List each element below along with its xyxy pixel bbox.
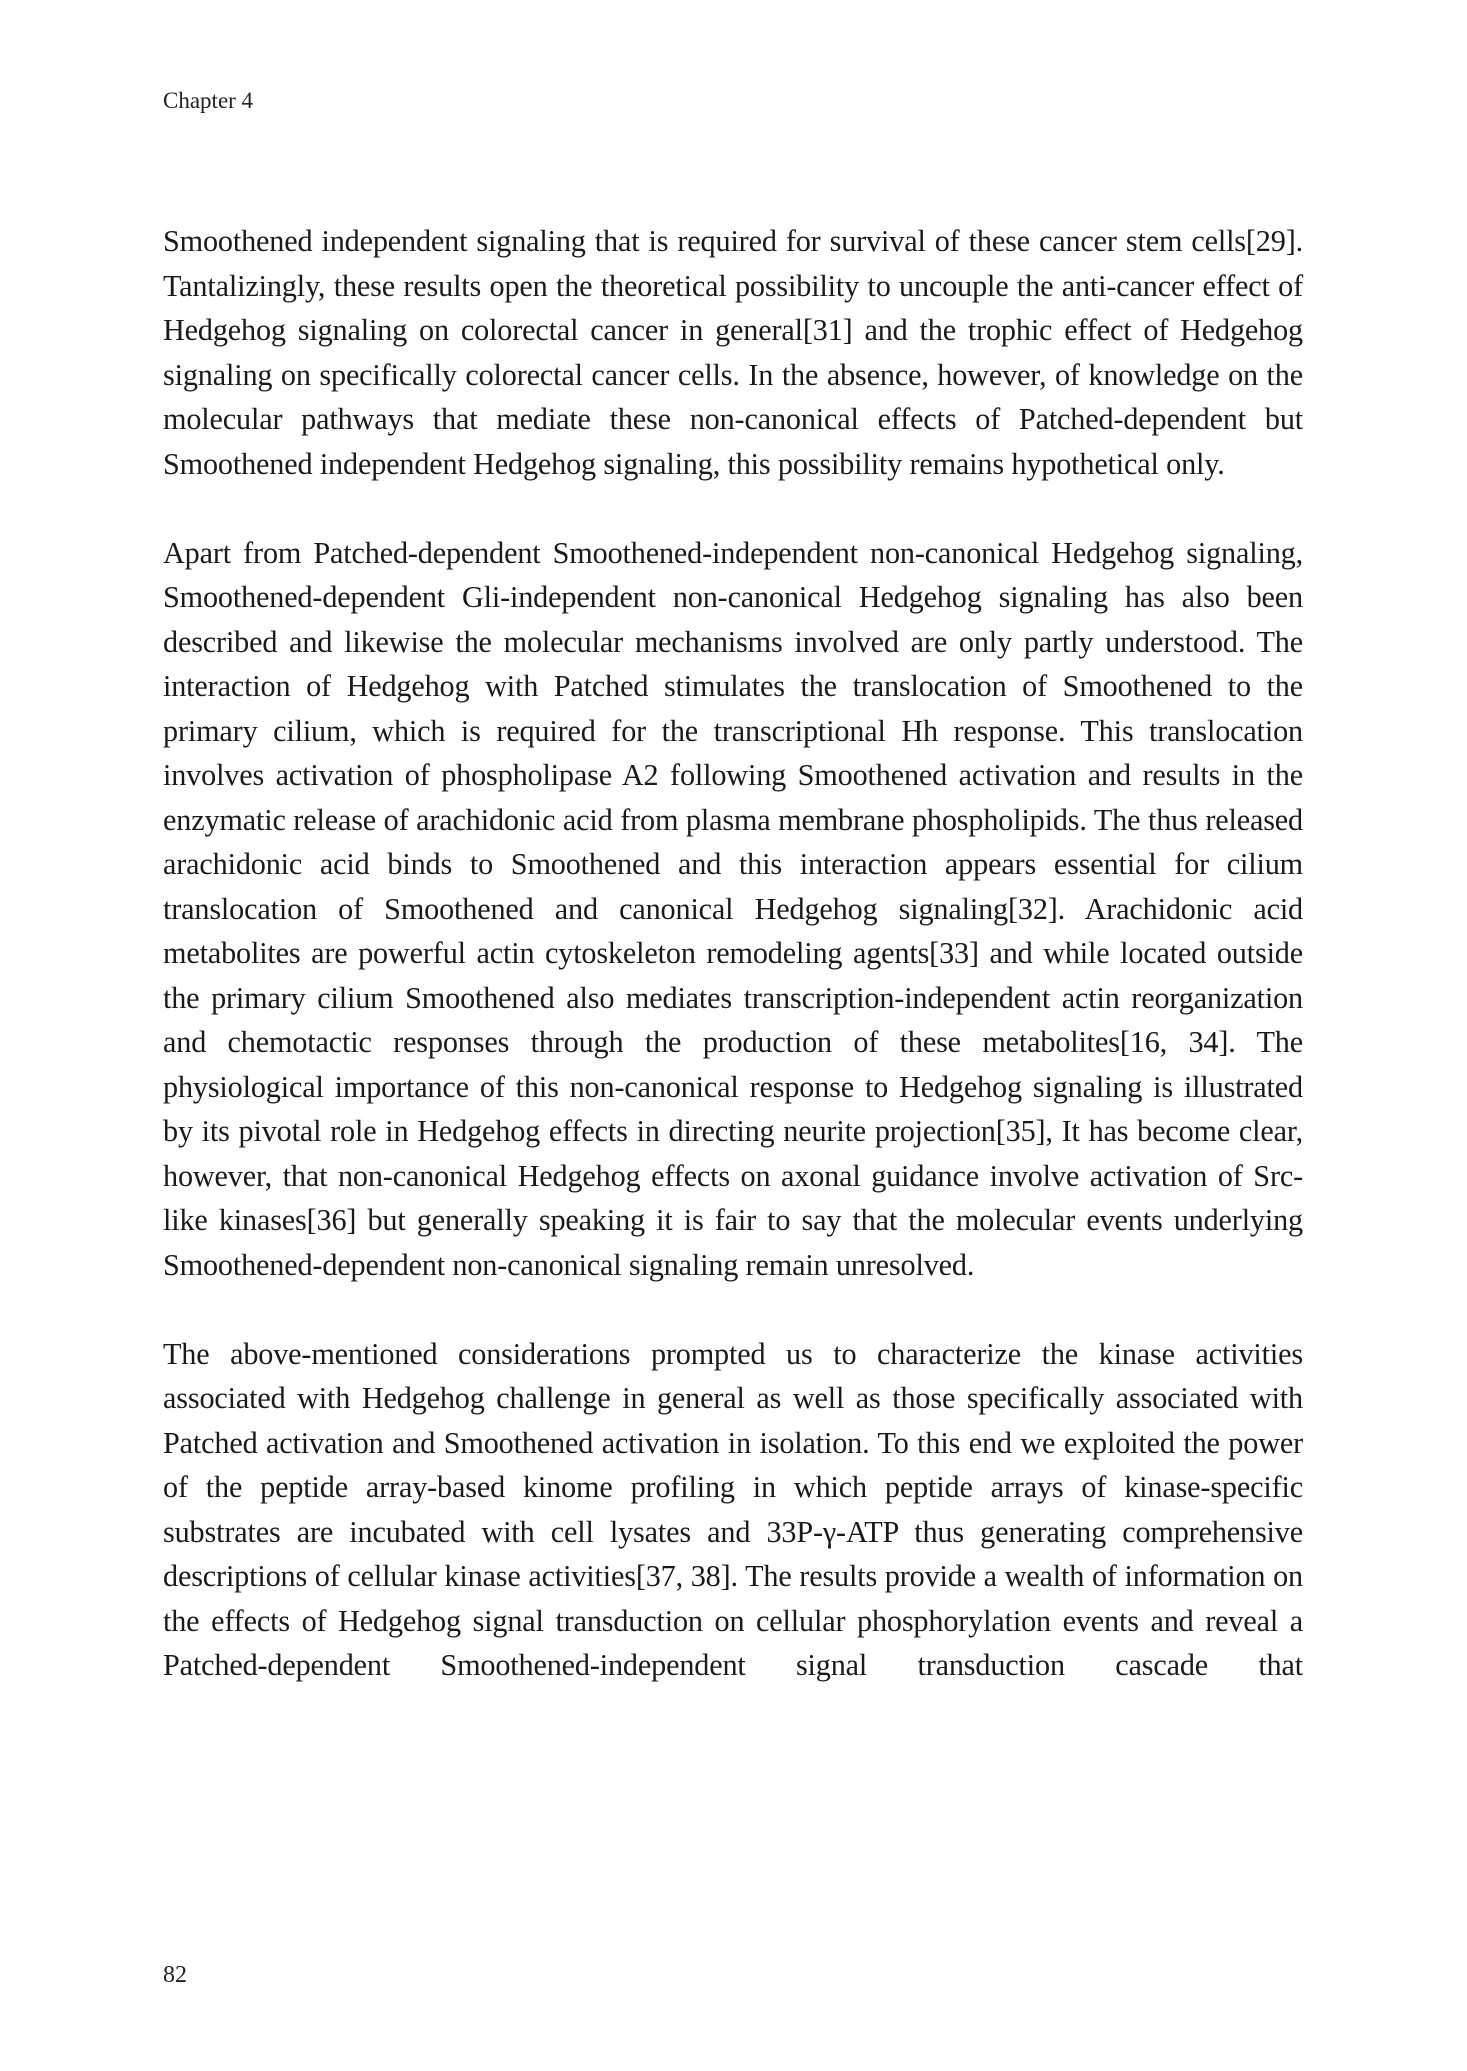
page-number: 82 <box>163 1962 187 1988</box>
paragraph-2: Apart from Patched-dependent Smoothened-independent non-canonical Hedgehog signaling, Smoothened-dependent Gli-independent non-canonical Hedgehog signaling has also been described and likewise the molecular mechanisms involved are only partly understood. The interaction of Hedgehog with Patched stimulates the translocation of Smoothened to the primary cilium, which is required for the transcriptional Hh response. This translocation involves activation of phospholipase A2 following Smoothened activation and results in the enzymatic release of arachidonic acid from plasma membrane phospholipids. The thus released arachidonic acid binds to Smoothened and this interaction appears essential for cilium translocation of Smoothened and canonical Hedgehog signaling[32]. Arachidonic acid metabolites are powerful actin cytoskeleton remodeling agents[33] and while located outside the primary cilium Smoothened also mediates transcription-independent actin reorganization and chemotactic responses through the production of these metabolites[16, 34]. The physiological importance of this non-canonical response to Hedgehog signaling is illustrated by its pivotal role in Hedgehog effects in directing neurite projection[35], It has become clear, however, that non-canonical Hedgehog effects on axonal guidance involve activation of Src-like kinases[36] but generally speaking it is fair to say that the molecular events underlying Smoothened-dependent non-canonical signaling remain unresolved. <box>163 535 1303 1282</box>
paragraph-3: The above-mentioned considerations prompted us to characterize the kinase activities associated with Hedgehog challenge in general as well as those specifically associated with Patched activation and Smoothened activation in isolation. To this end we exploited the power of the peptide array-based kinome profiling in which peptide arrays of kinase-specific substrates are incubated with cell lysates and 33P-γ-ATP thus generating comprehensive descriptions of cellular kinase activities[37, 38]. The results provide a wealth of information on the effects of Hedgehog signal transduction on cellular phosphorylation events and reveal a Patched-dependent Smoothened-independent signal transduction cascade that <box>163 1336 1303 1682</box>
running-header-chapter-title: Chapter 4 <box>163 88 254 113</box>
body-text <box>163 219 1303 1732</box>
paragraph-1: Smoothened independent signaling that is required for survival of these cancer stem cells[29]. Tantalizingly, these results open the theoretical possibility to uncouple the anti-cancer effect of Hedgehog signaling on colorectal cancer in general[31] and the trophic effect of Hedgehog signaling on specifically colorectal cancer cells. In the absence, however, of knowledge on the molecular pathways that mediate these non-canonical effects of Patched-dependent but Smoothened independent Hedgehog signaling, this possibility remains hypothetical only. <box>163 224 1303 481</box>
